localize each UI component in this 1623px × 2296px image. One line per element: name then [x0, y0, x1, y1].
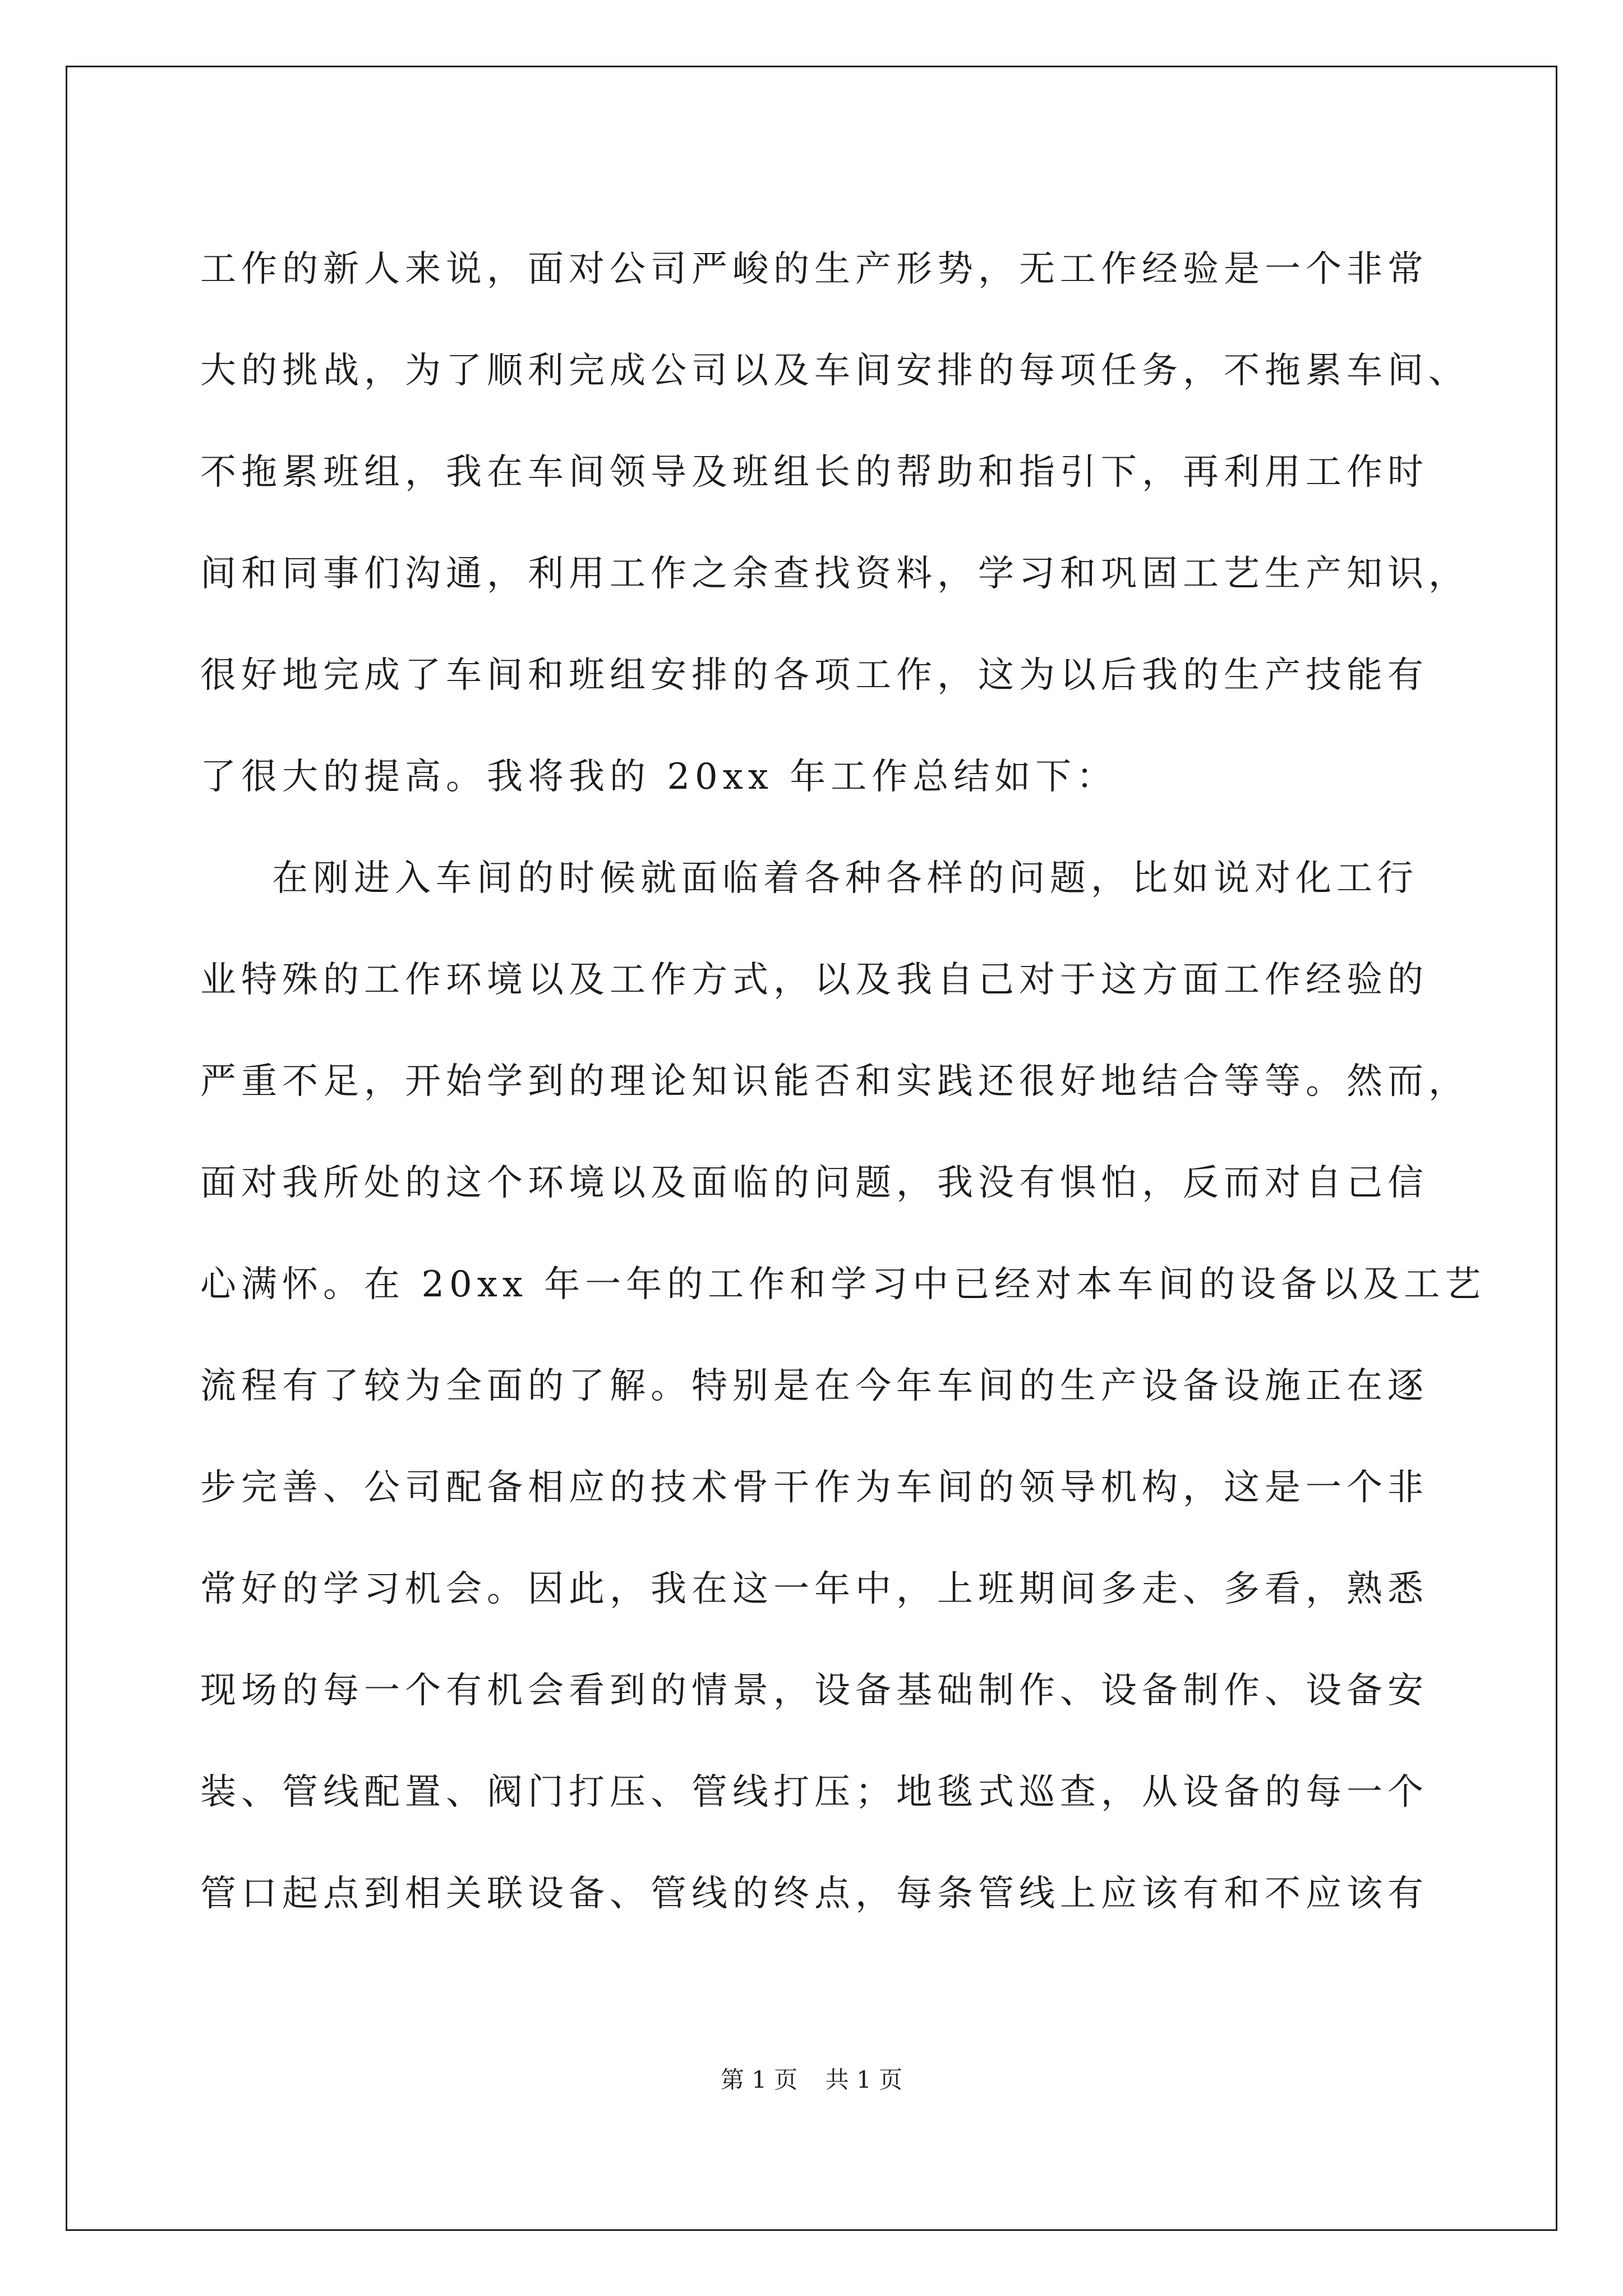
text-line: 流程有了较为全面的了解。特别是在今年车间的生产设备设施正在逐 — [200, 1365, 1428, 1407]
document-body — [200, 219, 1486, 1945]
text-line: 不拖累班组，我在车间领导及班组长的帮助和指引下，再利用工作时 — [200, 452, 1428, 493]
text-line: 工作的新人来说，面对公司严峻的生产形势，无工作经验是一个非常 — [200, 249, 1428, 290]
text-line: 常好的学习机会。因此，我在这一年中，上班期间多走、多看，熟悉 — [200, 1568, 1428, 1610]
text-line: 很好地完成了车间和班组安排的各项工作，这为以后我的生产技能有 — [200, 655, 1428, 696]
text-line: 严重不足，开始学到的理论知识能否和实践还很好地结合等等。然而， — [200, 1061, 1469, 1102]
text-line: 在刚进入车间的时候就面临着各种各样的问题，比如说对化工行 — [272, 858, 1418, 899]
page-number: 第 1 页 — [720, 2066, 798, 2093]
text-line: 业特殊的工作环境以及工作方式，以及我自己对于这方面工作经验的 — [200, 959, 1428, 1001]
text-line: 间和同事们沟通，利用工作之余查找资料，学习和巩固工艺生产知识， — [200, 553, 1469, 595]
text-line: 管口起点到相关联设备、管线的终点，每条管线上应该有和不应该有 — [200, 1873, 1428, 1915]
text-line: 心满怀。在 20xx 年一年的工作和学习中已经对本车间的设备以及工艺 — [200, 1264, 1486, 1305]
text-line: 了很大的提高。我将我的 20xx 年工作总结如下： — [200, 756, 1118, 798]
page-footer — [0, 2062, 1623, 2095]
text-line: 装、管线配置、阀门打压、管线打压；地毯式巡查，从设备的每一个 — [200, 1772, 1428, 1813]
text-line: 面对我所处的这个环境以及面临的问题，我没有惧怕，反而对自己信 — [200, 1162, 1428, 1204]
text-line: 步完善、公司配备相应的技术骨干作为车间的领导机构，这是一个非 — [200, 1467, 1428, 1508]
page-total: 共 1 页 — [825, 2066, 903, 2093]
text-line: 现场的每一个有机会看到的情景，设备基础制作、设备制作、设备安 — [200, 1670, 1428, 1711]
text-line: 大的挑战，为了顺利完成公司以及车间安排的每项任务，不拖累车间、 — [200, 350, 1469, 392]
